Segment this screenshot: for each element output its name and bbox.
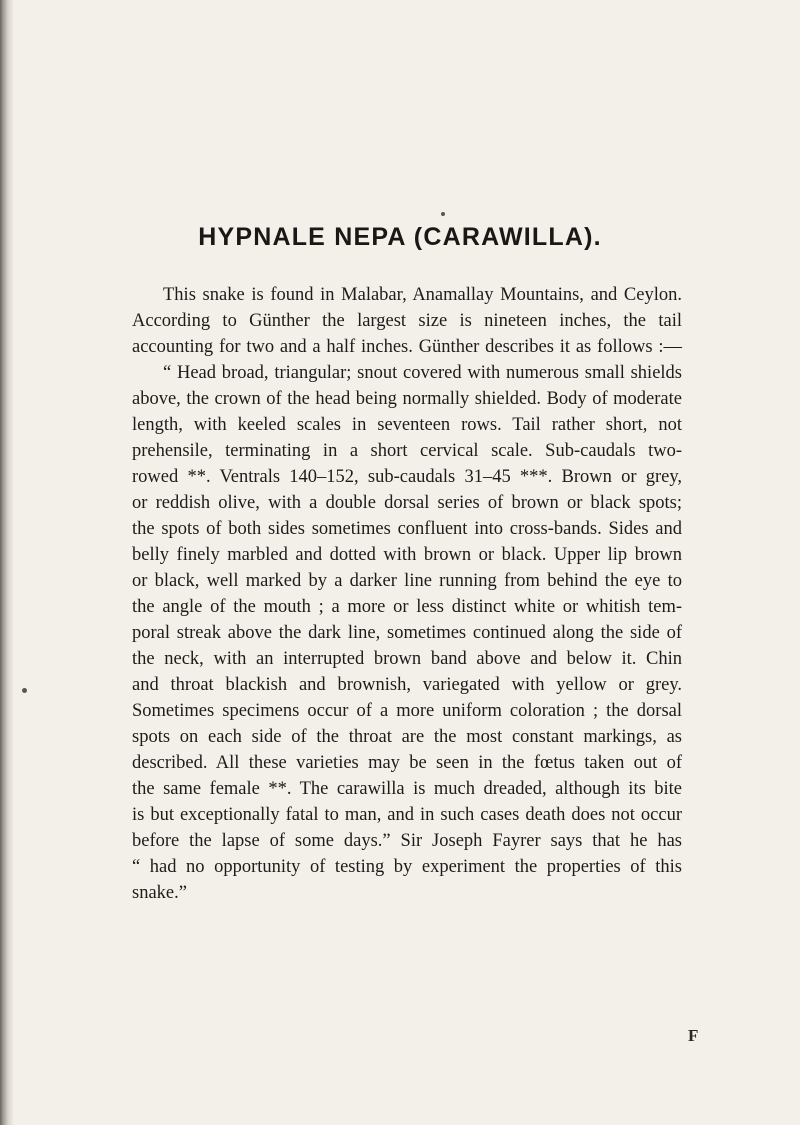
text-line: rowed **. Ventrals 140–152, sub-caudals 31–45 ***. Brown or grey, xyxy=(132,467,682,487)
text-line: the spots of both sides sometimes confluent into cross-bands. Sides and xyxy=(132,519,682,539)
text-line: “ Head broad, triangular; snout covered with numerous small shields xyxy=(163,363,682,383)
signature-mark: F xyxy=(688,1026,699,1045)
text-line: Sometimes specimens occur of a more uniform coloration ; the dorsal xyxy=(132,701,682,721)
text-line: accounting for two and a half inches. Günther describes it as follows :— xyxy=(132,337,682,357)
text-line: poral streak above the dark line, sometimes continued along the side of xyxy=(132,623,682,643)
text-line: the same female **. The carawilla is much dreaded, although its bite xyxy=(132,779,682,799)
text-line: described. All these varieties may be seen in the fœtus taken out of xyxy=(132,753,682,773)
page-binding-edge xyxy=(0,0,14,1125)
text-line: According to Günther the largest size is nineteen inches, the tail xyxy=(132,311,682,331)
text-line: above, the crown of the head being normally shielded. Body of moderate xyxy=(132,389,682,409)
text-line: is but exceptionally fatal to man, and in such cases death does not occur xyxy=(132,805,682,825)
text-line: before the lapse of some days.” Sir Joseph Fayrer says that he has xyxy=(132,831,682,851)
text-line: length, with keeled scales in seventeen rows. Tail rather short, not xyxy=(132,415,682,435)
text-line: “ had no opportunity of testing by experiment the properties of this xyxy=(132,857,682,877)
text-line: This snake is found in Malabar, Anamallay Mountains, and Ceylon. xyxy=(163,285,682,305)
ink-speck-left xyxy=(22,688,27,693)
text-line: and throat blackish and brownish, variegated with yellow or grey. xyxy=(132,675,682,695)
page-title: HYPNALE NEPA (CARAWILLA). xyxy=(198,223,602,251)
text-line: the angle of the mouth ; a more or less distinct white or whitish tem- xyxy=(132,597,682,617)
ink-speck-top xyxy=(441,212,445,216)
text-line: snake.” xyxy=(132,883,187,903)
text-line: prehensile, terminating in a short cervical scale. Sub-caudals two- xyxy=(132,441,682,461)
text-line: or black, well marked by a darker line running from behind the eye to xyxy=(132,571,682,591)
text-line: belly finely marbled and dotted with brown or black. Upper lip brown xyxy=(132,545,682,565)
text-line: spots on each side of the throat are the most constant markings, as xyxy=(132,727,682,747)
text-line: the neck, with an interrupted brown band above and below it. Chin xyxy=(132,649,682,669)
text-line: or reddish olive, with a double dorsal series of brown or black spots; xyxy=(132,493,682,513)
